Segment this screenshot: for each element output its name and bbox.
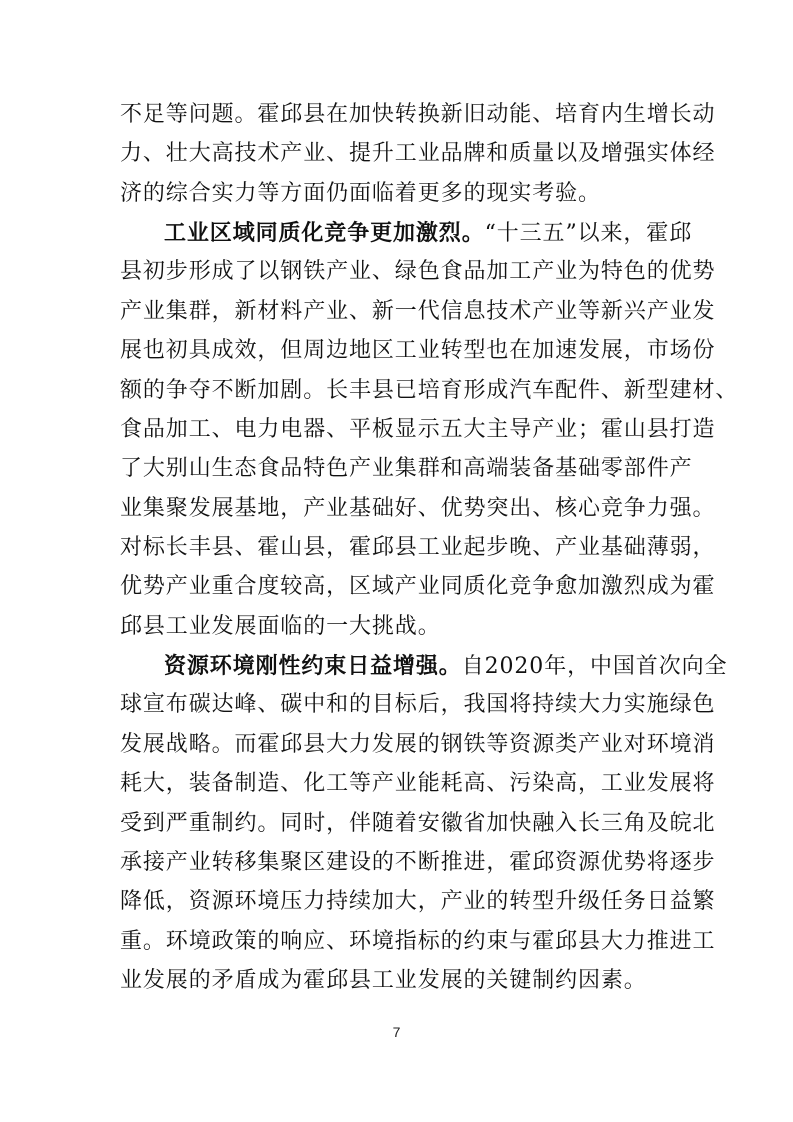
body-text-line: 业发展的矛盾成为霍邱县工业发展的关键制约因素。 xyxy=(120,968,647,993)
body-text-line: 邱县工业发展面临的一大挑战。 xyxy=(120,614,441,639)
body-text-line: 食品加工、电力电器、平板显示五大主导产业；霍山县打造 xyxy=(120,417,716,442)
body-text-line: 球宣布碳达峰、碳中和的目标后，我国将持续大力实施绿色 xyxy=(120,692,716,717)
body-text-line: 受到严重制约。同时，伴随着安徽省加快融入长三角及皖北 xyxy=(120,811,716,836)
paragraph-first-line xyxy=(164,214,692,253)
body-text-line: 业集聚发展基地，产业基础好、优势突出、核心竞争力强。 xyxy=(120,496,716,521)
body-text-line: 重。环境政策的响应、环境指标的约束与霍邱县大力推进工 xyxy=(120,929,716,954)
section-heading: 资源环境刚性约束日益增强。 xyxy=(164,653,462,679)
body-text-line: 了大别山生态食品特色产业集群和高端装备基础零部件产 xyxy=(120,456,693,481)
body-text-line: 不足等问题。霍邱县在加快转换新旧动能、培育内生增长动 xyxy=(120,102,716,127)
body-text-line: 发展战略。而霍邱县大力发展的钢铁等资源类产业对环境消 xyxy=(120,732,716,757)
body-text: “十三五”以来，霍邱 xyxy=(484,221,693,246)
body-text-line: 力、壮大高技术产业、提升工业品牌和质量以及增强实体经 xyxy=(120,141,716,166)
section-heading: 工业区域同质化竞争更加激烈。 xyxy=(164,220,485,246)
body-text-line: 额的争夺不断加剧。长丰县已培育形成汽车配件、新型建材、 xyxy=(120,378,739,403)
body-text-line: 县初步形成了以钢铁产业、绿色食品加工产业为特色的优势 xyxy=(120,259,716,284)
body-text-line: 展也初具成效，但周边地区工业转型也在加速发展，市场份 xyxy=(120,338,716,363)
page-number: 7 xyxy=(392,1024,401,1040)
paragraph-first-line xyxy=(164,647,727,686)
body-text-line: 降低，资源环境压力持续加大，产业的转型升级任务日益繁 xyxy=(120,889,716,914)
body-text-line: 耗大，装备制造、化工等产业能耗高、污染高，工业发展将 xyxy=(120,771,716,796)
body-text-line: 优势产业重合度较高，区域产业同质化竞争愈加激烈成为霍 xyxy=(120,574,716,599)
body-text-line: 产业集群，新材料产业、新一代信息技术产业等新兴产业发 xyxy=(120,299,716,324)
body-text-line: 承接产业转移集聚区建设的不断推进，霍邱资源优势将逐步 xyxy=(120,850,716,875)
body-text-line: 济的综合实力等方面仍面临着更多的现实考验。 xyxy=(120,181,601,206)
body-text-line: 对标长丰县、霍山县，霍邱县工业起步晚、产业基础薄弱， xyxy=(120,535,716,560)
body-text: 自2020年，中国首次向全 xyxy=(461,654,728,679)
